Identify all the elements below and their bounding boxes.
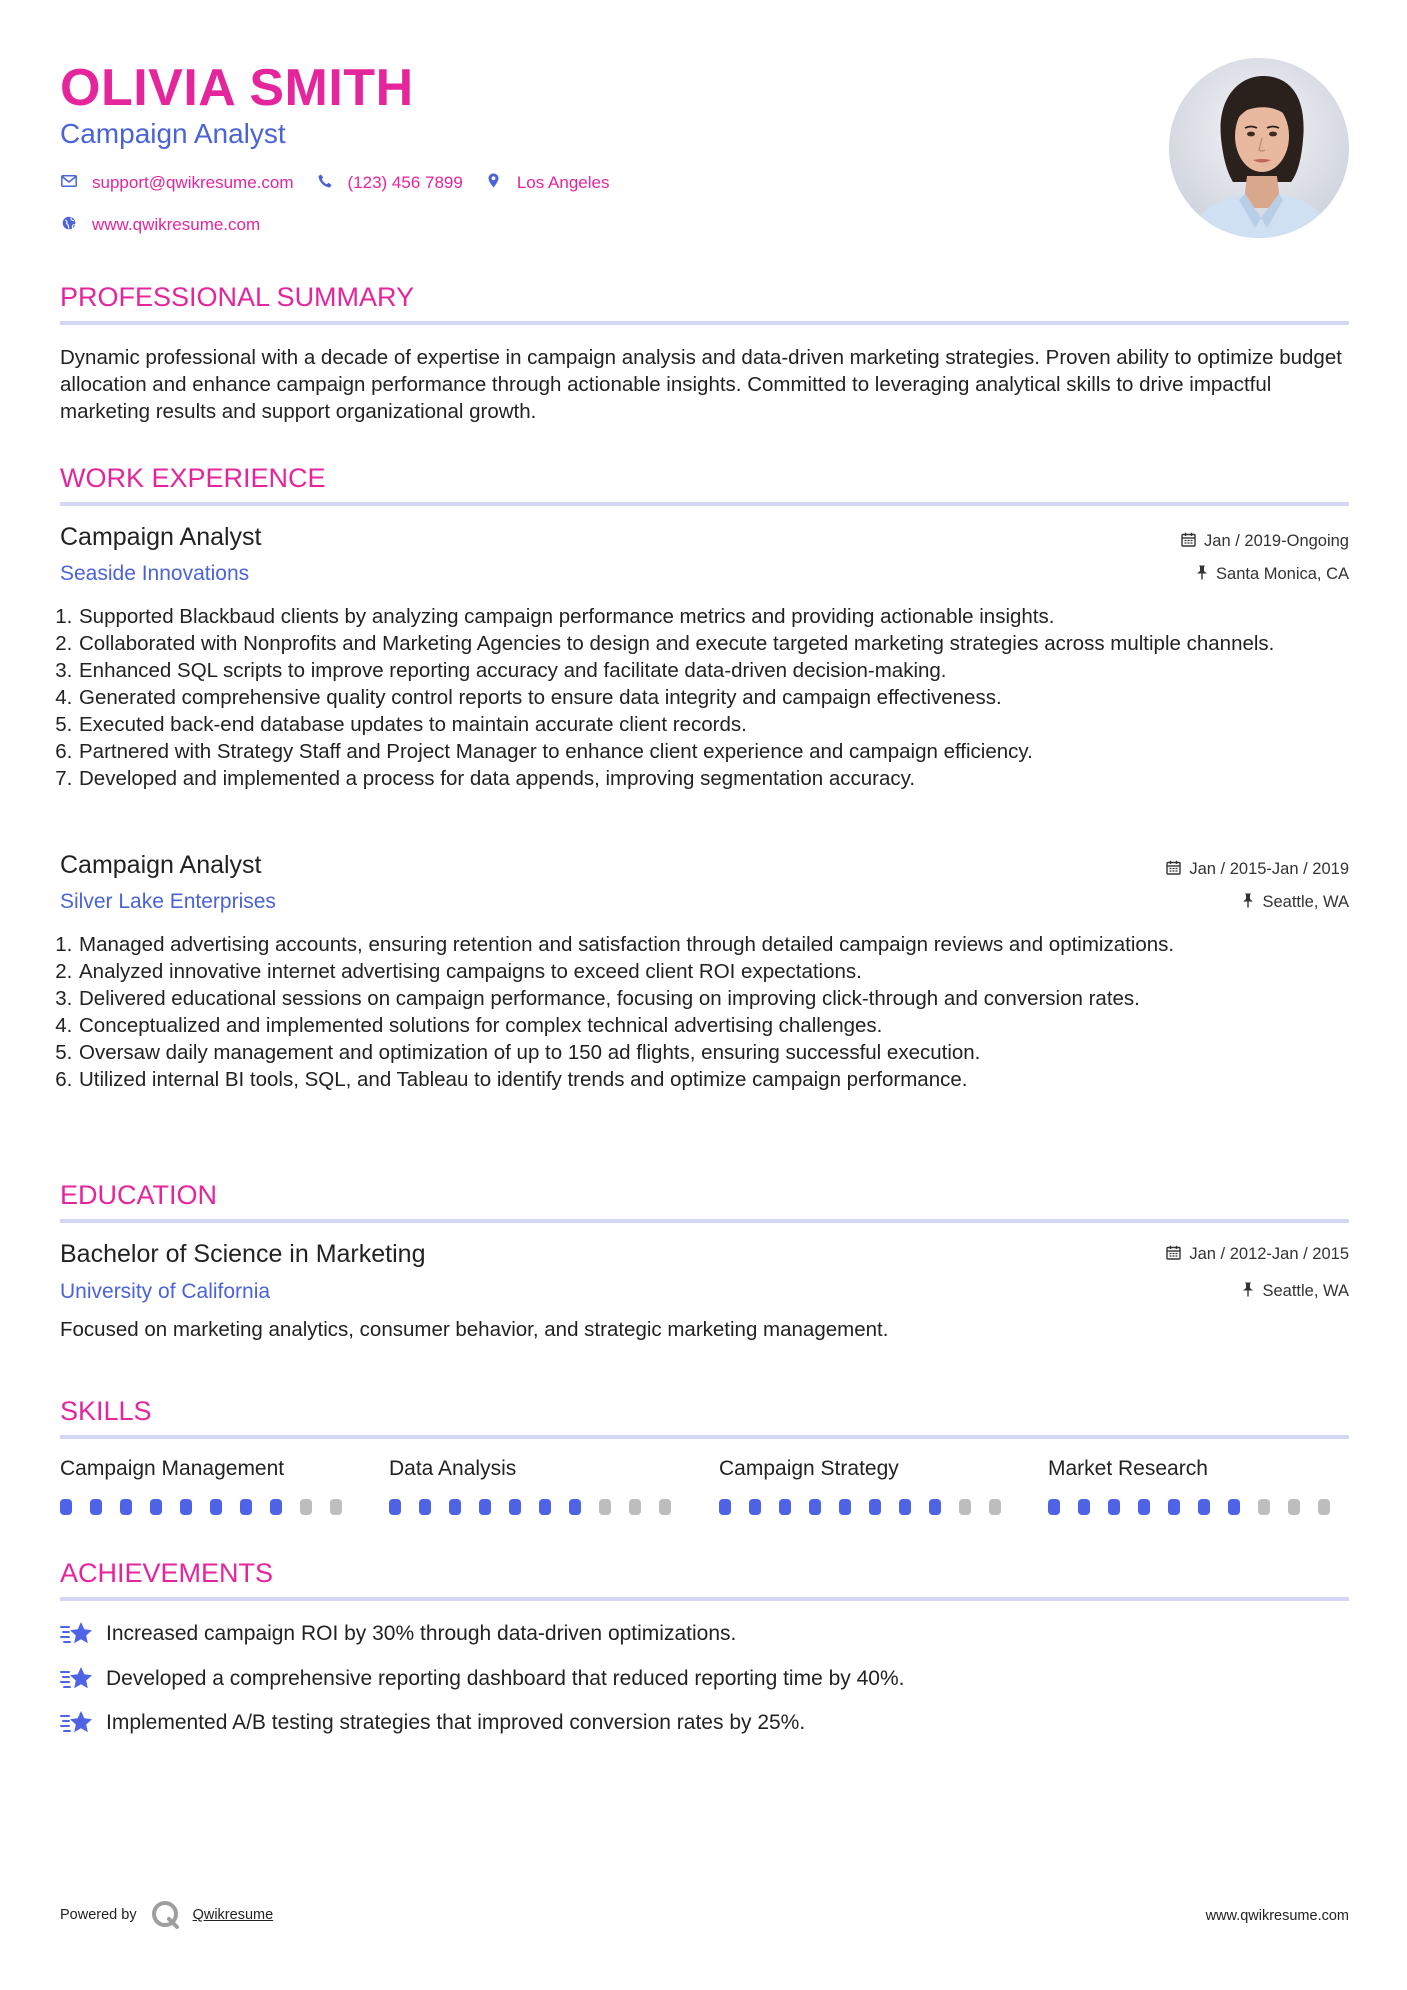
rating-dot-empty bbox=[659, 1499, 671, 1515]
section-divider bbox=[60, 321, 1349, 325]
job-title: Campaign Analyst bbox=[60, 523, 262, 551]
section-divider bbox=[60, 1435, 1349, 1439]
website-link[interactable]: www.qwikresume.com bbox=[92, 215, 261, 234]
summary-text: Dynamic professional with a decade of expertise in campaign analysis and data-driven marketing strategies. Proven ability to optimize budget allocation and enhance campaign performance through actionable insights. Committed to leveraging analytical skills to drive impactful marketing results and support organizational growth. bbox=[60, 346, 1342, 423]
calendar-icon bbox=[1166, 860, 1181, 879]
phone-number[interactable]: (123) 456 7899 bbox=[347, 173, 463, 192]
rating-dot-filled bbox=[1168, 1499, 1180, 1515]
qwikresume-link[interactable]: Qwikresume bbox=[192, 1907, 274, 1923]
rating-dot-filled bbox=[929, 1499, 941, 1515]
job-dates-text: Jan / 2019-Ongoing bbox=[1204, 532, 1349, 550]
skill-item bbox=[1048, 1457, 1348, 1515]
resume-page bbox=[60, 0, 1349, 1990]
star-icon bbox=[60, 1620, 94, 1648]
degree-title: Bachelor of Science in Marketing bbox=[60, 1240, 426, 1268]
rating-dot-empty bbox=[989, 1499, 1001, 1515]
job-location bbox=[1242, 893, 1349, 912]
list-item: 6. Partnered with Strategy Staff and Project Manager to enhance client experience and campaign efficiency. bbox=[78, 738, 1367, 765]
skills-heading: SKILLS bbox=[60, 1396, 152, 1426]
list-item: 4. Conceptualized and implemented solutions for complex technical advertising challenges. bbox=[78, 1012, 1367, 1039]
rating-dot-filled bbox=[1108, 1499, 1120, 1515]
map-pin-icon bbox=[485, 173, 503, 193]
achievement-text: Implemented A/B testing strategies that improved conversion rates by 25%. bbox=[106, 1711, 806, 1734]
rating-dot-filled bbox=[539, 1499, 551, 1515]
rating-dot-filled bbox=[809, 1499, 821, 1515]
summary-heading: PROFESSIONAL SUMMARY bbox=[60, 282, 415, 312]
contact-row-2 bbox=[60, 215, 282, 235]
rating-dot-filled bbox=[899, 1499, 911, 1515]
list-item: 4. Generated comprehensive quality control reports to ensure data integrity and campaign effectiveness. bbox=[78, 684, 1367, 711]
list-item: 2. Collaborated with Nonprofits and Marketing Agencies to design and execute targeted marketing strategies across multiple channels. bbox=[78, 630, 1367, 657]
skill-name: Campaign Management bbox=[60, 1457, 285, 1480]
education-location-text: Seattle, WA bbox=[1262, 1282, 1349, 1300]
phone-icon bbox=[316, 174, 334, 193]
rating-dot-filled bbox=[120, 1499, 132, 1515]
calendar-icon bbox=[1181, 532, 1196, 551]
experience-heading: WORK EXPERIENCE bbox=[60, 463, 326, 493]
skill-item bbox=[389, 1457, 689, 1515]
footer-powered-by bbox=[60, 1900, 273, 1930]
contact-row-1 bbox=[60, 173, 631, 193]
company-name: Seaside Innovations bbox=[60, 562, 250, 585]
qwikresume-logo-icon bbox=[151, 1900, 181, 1930]
rating-dot-filled bbox=[1078, 1499, 1090, 1515]
list-item: 1. Supported Blackbaud clients by analyzing campaign performance metrics and providing actionable insights. bbox=[78, 603, 1367, 630]
calendar-icon bbox=[1166, 1245, 1181, 1264]
section-divider bbox=[60, 502, 1349, 506]
rating-dot-filled bbox=[419, 1499, 431, 1515]
rating-dot-filled bbox=[150, 1499, 162, 1515]
job-bullets bbox=[60, 931, 1367, 1093]
achievement-text: Increased campaign ROI by 30% through data-driven optimizations. bbox=[106, 1622, 737, 1645]
job-bullets bbox=[60, 603, 1367, 792]
star-icon bbox=[60, 1665, 94, 1693]
list-item: 2. Analyzed innovative internet advertising campaigns to exceed client ROI expectations. bbox=[78, 958, 1367, 985]
education-description: Focused on marketing analytics, consumer behavior, and strategic marketing management. bbox=[60, 1318, 889, 1341]
rating-dot-filled bbox=[180, 1499, 192, 1515]
rating-dot-empty bbox=[959, 1499, 971, 1515]
list-item: 5. Executed back-end database updates to maintain accurate client records. bbox=[78, 711, 1367, 738]
section-divider bbox=[60, 1597, 1349, 1601]
job-dates-text: Jan / 2015-Jan / 2019 bbox=[1189, 860, 1349, 878]
job-location-text: Santa Monica, CA bbox=[1216, 565, 1349, 583]
location-text: Los Angeles bbox=[516, 173, 610, 192]
achievements-heading: ACHIEVEMENTS bbox=[60, 1558, 274, 1588]
candidate-name: OLIVIA SMITH bbox=[60, 59, 414, 117]
school-name: University of California bbox=[60, 1280, 271, 1303]
pushpin-icon bbox=[1242, 1282, 1254, 1301]
footer-website[interactable]: www.qwikresume.com bbox=[1205, 1908, 1349, 1924]
list-item: 7. Developed and implemented a process for data appends, improving segmentation accuracy. bbox=[78, 765, 1367, 792]
rating-dot-filled bbox=[509, 1499, 521, 1515]
job-dates bbox=[1181, 532, 1349, 551]
achievement-text: Developed a comprehensive reporting dashboard that reduced reporting time by 40%. bbox=[106, 1667, 905, 1690]
job-dates bbox=[1166, 860, 1349, 879]
rating-dot-empty bbox=[1288, 1499, 1300, 1515]
company-name: Silver Lake Enterprises bbox=[60, 890, 276, 913]
rating-dot-empty bbox=[1318, 1499, 1330, 1515]
globe-icon bbox=[60, 216, 78, 235]
job-title: Campaign Analyst bbox=[60, 851, 262, 879]
rating-dot-empty bbox=[300, 1499, 312, 1515]
list-item: 6. Utilized internal BI tools, SQL, and Tableau to identify trends and optimize campaign performance. bbox=[78, 1066, 1367, 1093]
rating-dot-filled bbox=[869, 1499, 881, 1515]
powered-by-label: Powered by bbox=[60, 1907, 137, 1923]
achievement-item bbox=[60, 1620, 736, 1648]
candidate-role: Campaign Analyst bbox=[60, 118, 286, 149]
job-location-text: Seattle, WA bbox=[1262, 893, 1349, 911]
rating-dot-empty bbox=[599, 1499, 611, 1515]
education-location bbox=[1242, 1282, 1349, 1301]
rating-dot-filled bbox=[479, 1499, 491, 1515]
education-dates-text: Jan / 2012-Jan / 2015 bbox=[1189, 1245, 1349, 1263]
rating-dot-filled bbox=[60, 1499, 72, 1515]
list-item: 3. Enhanced SQL scripts to improve reporting accuracy and facilitate data-driven decision-making. bbox=[78, 657, 1367, 684]
rating-dot-filled bbox=[90, 1499, 102, 1515]
skill-rating bbox=[719, 1499, 1019, 1515]
rating-dot-filled bbox=[449, 1499, 461, 1515]
skill-name: Data Analysis bbox=[389, 1457, 517, 1480]
skill-rating bbox=[1048, 1499, 1348, 1515]
rating-dot-filled bbox=[1138, 1499, 1150, 1515]
rating-dot-filled bbox=[749, 1499, 761, 1515]
rating-dot-filled bbox=[389, 1499, 401, 1515]
list-item: 3. Delivered educational sessions on campaign performance, focusing on improving click-through and conversion rates. bbox=[78, 985, 1367, 1012]
skill-rating bbox=[60, 1499, 360, 1515]
rating-dot-filled bbox=[270, 1499, 282, 1515]
skill-name: Campaign Strategy bbox=[719, 1457, 899, 1480]
rating-dot-filled bbox=[839, 1499, 851, 1515]
rating-dot-filled bbox=[240, 1499, 252, 1515]
education-heading: EDUCATION bbox=[60, 1180, 218, 1210]
email-link[interactable]: support@qwikresume.com bbox=[92, 173, 294, 192]
skill-item bbox=[719, 1457, 1019, 1515]
list-item: 1. Managed advertising accounts, ensuring retention and satisfaction through detailed campaign reviews and optimizations. bbox=[78, 931, 1367, 958]
skill-rating bbox=[389, 1499, 689, 1515]
rating-dot-empty bbox=[330, 1499, 342, 1515]
achievement-item bbox=[60, 1709, 805, 1737]
rating-dot-filled bbox=[1228, 1499, 1240, 1515]
section-divider bbox=[60, 1219, 1349, 1223]
rating-dot-filled bbox=[569, 1499, 581, 1515]
achievement-item bbox=[60, 1665, 904, 1693]
rating-dot-empty bbox=[1258, 1499, 1270, 1515]
pushpin-icon bbox=[1242, 893, 1254, 912]
rating-dot-filled bbox=[1198, 1499, 1210, 1515]
pushpin-icon bbox=[1196, 565, 1208, 584]
rating-dot-filled bbox=[779, 1499, 791, 1515]
list-item: 5. Oversaw daily management and optimization of up to 150 ad flights, ensuring successful execution. bbox=[78, 1039, 1367, 1066]
rating-dot-filled bbox=[1048, 1499, 1060, 1515]
rating-dot-filled bbox=[719, 1499, 731, 1515]
star-icon bbox=[60, 1709, 94, 1737]
rating-dot-empty bbox=[629, 1499, 641, 1515]
skill-name: Market Research bbox=[1048, 1457, 1208, 1480]
rating-dot-filled bbox=[210, 1499, 222, 1515]
profile-photo bbox=[1169, 58, 1349, 238]
job-location bbox=[1196, 565, 1349, 584]
education-dates bbox=[1166, 1245, 1349, 1264]
skill-item bbox=[60, 1457, 360, 1515]
envelope-icon bbox=[60, 174, 78, 192]
